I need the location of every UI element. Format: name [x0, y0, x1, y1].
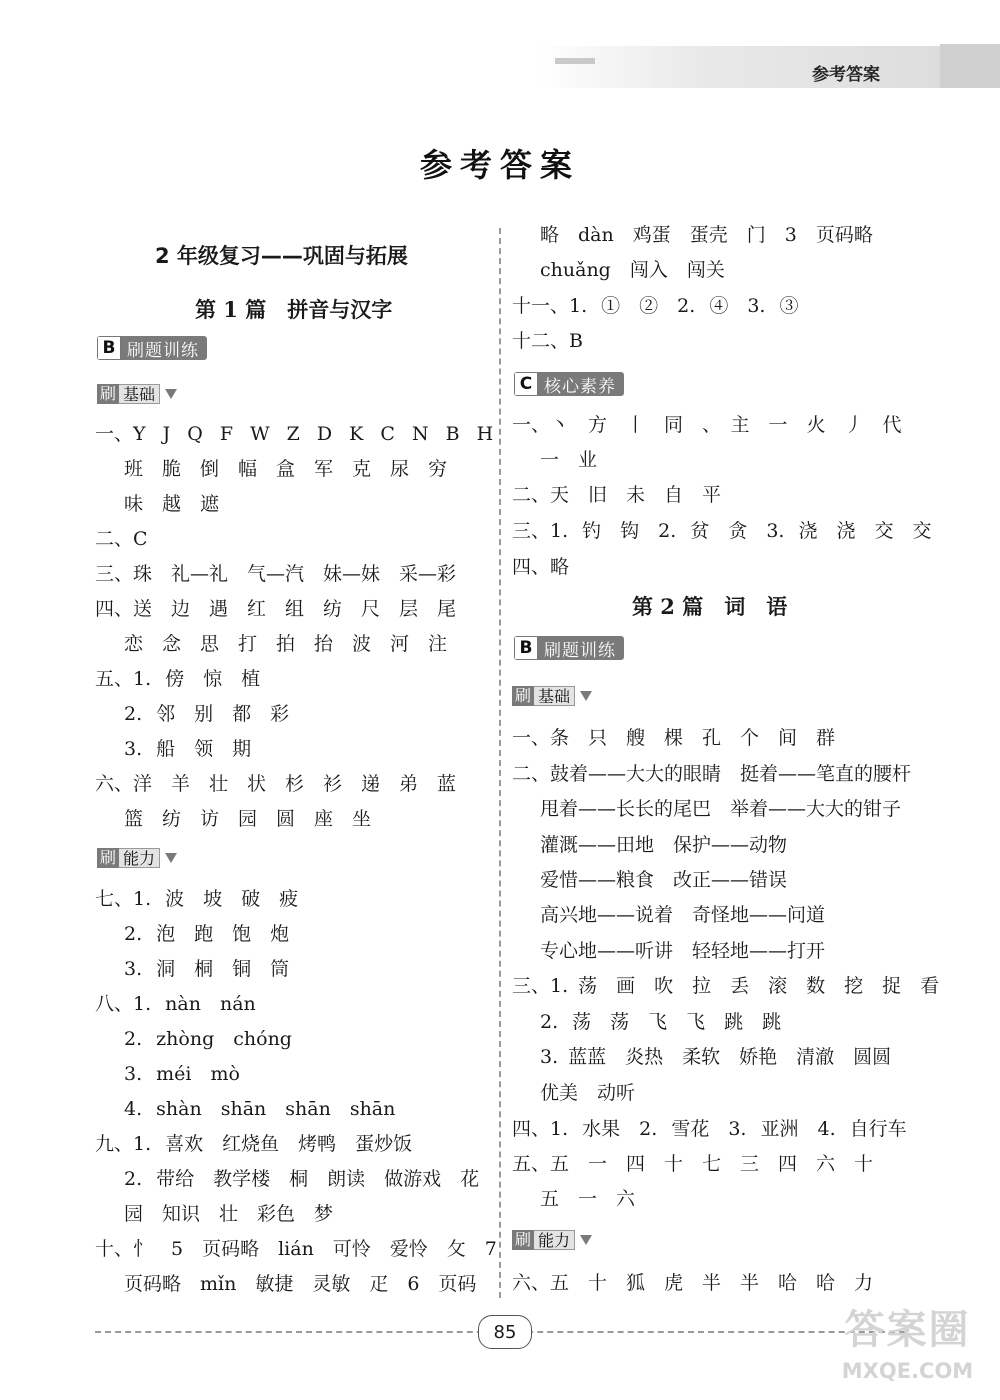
tag-text: 基础 [534, 686, 575, 706]
answer-line: 五、1. 傍 惊 植 [95, 668, 261, 690]
answer-line: 2. zhòng chóng [124, 1028, 292, 1050]
answer-line: 3. méi mò [124, 1063, 240, 1085]
badge-letter: B [514, 636, 538, 660]
chapter-title: 第 2 篇 词 语 [632, 594, 788, 619]
answer-line: 二、C [95, 528, 148, 550]
header-band [535, 46, 1000, 88]
page-number: 85 [478, 1315, 532, 1349]
answer-line: 三、1. 荡 画 吹 拉 丢 滚 数 挖 捉 看 [512, 975, 940, 997]
answer-line: 2. 泡 跑 饱 炮 [124, 923, 290, 945]
answer-line: 班 脆 倒 幅 盒 军 克 尿 穷 [124, 458, 448, 480]
answer-line: 爱惜——粮食 改正——错误 [540, 869, 788, 891]
answer-line: 3. 洞 桐 铜 筒 [124, 958, 290, 980]
watermark-url: MXQE.COM [841, 1359, 974, 1383]
answer-line: 2. 带给 教学楼 桐 朗读 做游戏 花 [124, 1168, 480, 1190]
answer-line: 六、洋 羊 壮 状 杉 衫 递 弟 蓝 [95, 773, 457, 795]
triangle-down-icon [580, 691, 592, 701]
answer-line: 优美 动听 [540, 1082, 636, 1104]
answer-line: 略 dàn 鸡蛋 蛋壳 门 3 页码略 [540, 224, 873, 246]
answer-line: 专心地——听讲 轻轻地——打开 [540, 940, 826, 962]
badge-text: 刷题训练 [127, 340, 199, 360]
page-title: 参考答案 [419, 146, 580, 184]
tag-text: 能力 [119, 848, 160, 868]
triangle-down-icon [165, 389, 177, 399]
tag-ability [97, 848, 177, 868]
badge-core [514, 372, 624, 396]
answer-line: 八、1. nàn nán [95, 993, 256, 1015]
answer-line: 三、1. 钓 钩 2. 贫 贪 3. 浇 浇 交 交 [512, 520, 932, 542]
triangle-down-icon [580, 1235, 592, 1245]
answer-line: 灌溉——田地 保护——动物 [540, 834, 788, 856]
badge-text: 核心素养 [544, 376, 616, 396]
answer-line: 六、五 十 狐 虎 半 半 哈 哈 力 [512, 1272, 874, 1294]
tag-prefix: 刷 [97, 384, 119, 404]
tag-prefix: 刷 [512, 1230, 534, 1250]
answer-line: 九、1. 喜欢 红烧鱼 烤鸭 蛋炒饭 [95, 1133, 413, 1155]
answer-line: 2. 邻 别 都 彩 [124, 703, 290, 725]
answer-line: 五、五 一 四 十 七 三 四 六 十 [512, 1153, 874, 1175]
answer-line: 五 一 六 [540, 1188, 636, 1210]
answer-line: 二、鼓着——大大的眼睛 挺着——笔直的腰杆 [512, 763, 912, 785]
answer-line: 甩着——长长的尾巴 举着——大大的钳子 [540, 798, 902, 820]
chapter-title: 第 1 篇 拼音与汉字 [195, 297, 393, 322]
tag-prefix: 刷 [512, 686, 534, 706]
answer-line: 七、1. 波 坡 破 疲 [95, 888, 299, 910]
answer-line: 园 知识 壮 彩色 梦 [124, 1203, 334, 1225]
answer-line: 2. 荡 荡 飞 飞 跳 跳 [540, 1011, 782, 1033]
tag-text: 基础 [119, 384, 160, 404]
badge-text: 刷题训练 [544, 640, 616, 660]
answer-line: 页码略 mǐn 敏捷 灵敏 疋 6 页码 [124, 1273, 477, 1295]
tag-basic [512, 686, 592, 706]
answer-line: 十二、B [512, 330, 583, 352]
section-title: 2 年级复习——巩固与拓展 [155, 244, 408, 268]
watermark-text: 答案圈 [844, 1307, 971, 1353]
answer-line: 三、珠 礼—礼 气—汽 妹—妹 采—彩 [95, 563, 457, 585]
answer-line: 一、条 只 艘 棵 孔 个 间 群 [512, 727, 836, 749]
answer-line: 4. shàn shān shān shān [124, 1098, 396, 1120]
answer-line: 味 越 遮 [124, 493, 220, 515]
answer-line: 篮 纺 访 园 圆 座 坐 [124, 808, 372, 830]
answer-line: 二、天 旧 未 自 平 [512, 484, 722, 506]
answer-line: 恋 念 思 打 拍 抬 波 河 注 [124, 633, 448, 655]
tag-prefix: 刷 [97, 848, 119, 868]
tag-basic [97, 384, 177, 404]
answer-line: 四、送 边 遇 红 组 纺 尺 层 尾 [95, 598, 457, 620]
badge-letter: B [97, 336, 121, 360]
column-divider [499, 228, 501, 1298]
triangle-down-icon [165, 853, 177, 863]
answer-line: 一、丶 方 丨 同 、 主 一 火 丿 代 [512, 414, 902, 436]
tag-ability [512, 1230, 592, 1250]
badge-letter: C [514, 372, 538, 396]
badge-practice [514, 636, 624, 660]
answer-line: 一、Y J Q F W Z D K C N B H [95, 423, 494, 445]
watermark-logo [820, 1303, 995, 1395]
answer-line: 高兴地——说着 奇怪地——问道 [540, 904, 826, 926]
header-decoration [940, 44, 1000, 88]
answer-line: 3. 蓝蓝 炎热 柔软 娇艳 清澈 圆圆 [540, 1046, 892, 1068]
answer-line: chuǎng 闯入 闯关 [540, 259, 725, 281]
badge-practice [97, 336, 207, 360]
answer-line: 四、1. 水果 2. 雪花 3. 亚洲 4. 自行车 [512, 1118, 907, 1140]
answer-line: 十一、1. ① ② 2. ④ 3. ③ [512, 295, 799, 317]
answer-line: 四、略 [512, 556, 570, 578]
tag-text: 能力 [534, 1230, 575, 1250]
answer-line: 3. 船 领 期 [124, 738, 252, 760]
header-label: 参考答案 [812, 65, 880, 85]
header-decoration [555, 58, 595, 64]
answer-line: 十、忄 5 页码略 lián 可怜 爱怜 攵 7 [95, 1238, 497, 1260]
answer-line: 一 业 [540, 449, 598, 471]
